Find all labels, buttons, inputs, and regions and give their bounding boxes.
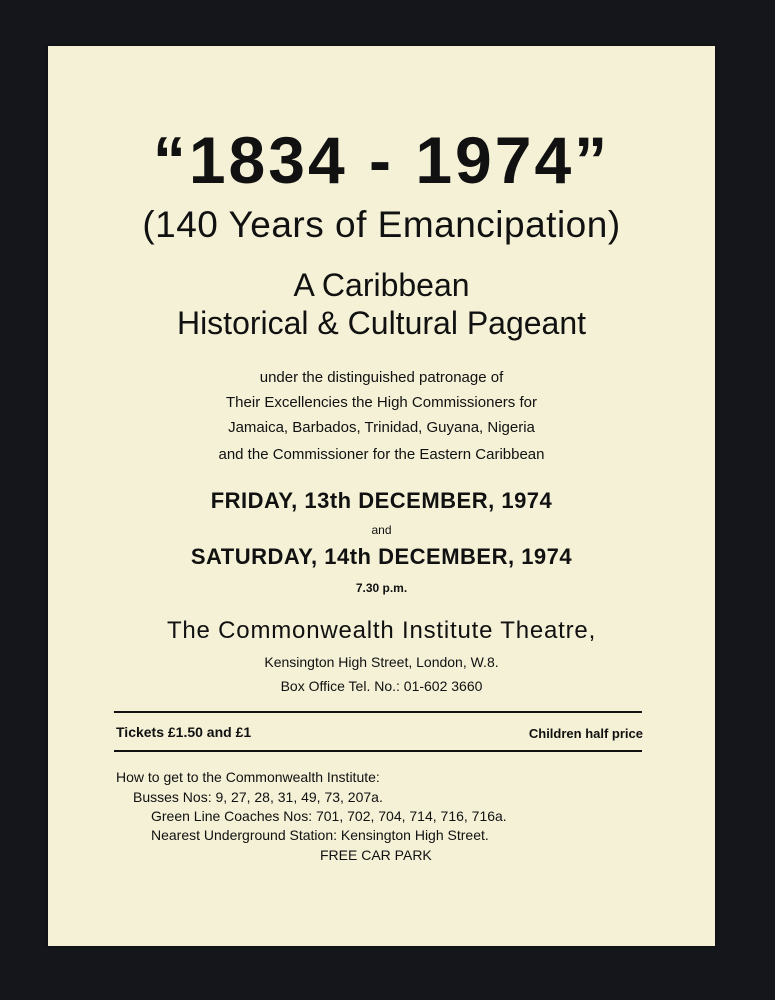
patronage-line: Their Excellencies the High Commissioners for xyxy=(226,394,537,411)
date-conjunction: and xyxy=(371,523,392,537)
children-price-note: Children half price xyxy=(528,726,643,741)
directions-underground: Nearest Underground Station: Kensington High Street. xyxy=(151,827,489,843)
patronage-line: and the Commissioner for the Eastern Caribbean xyxy=(218,446,545,463)
divider-bottom xyxy=(114,750,642,752)
poster-years-title: “1834 - 1974” xyxy=(152,123,611,197)
event-date-saturday: SATURDAY, 14th DECEMBER, 1974 xyxy=(190,544,573,569)
event-time: 7.30 p.m. xyxy=(355,581,408,595)
venue-address: Kensington High Street, London, W.8. xyxy=(264,654,499,670)
pageant-title-line2: Historical & Cultural Pageant xyxy=(176,305,587,341)
venue-name: The Commonwealth Institute Theatre, xyxy=(166,617,597,644)
poster-sheet xyxy=(48,46,715,946)
directions-busses: Busses Nos: 9, 27, 28, 31, 49, 73, 207a. xyxy=(133,789,383,805)
free-car-park: FREE CAR PARK xyxy=(320,847,432,863)
patronage-line: under the distinguished patronage of xyxy=(259,369,504,386)
directions-coaches: Green Line Coaches Nos: 701, 702, 704, 714, 716, 716a. xyxy=(151,808,507,824)
event-date-friday: FRIDAY, 13th DECEMBER, 1974 xyxy=(210,488,553,513)
directions-heading: How to get to the Commonwealth Institute: xyxy=(116,769,380,785)
patronage-line: Jamaica, Barbados, Trinidad, Guyana, Nigeria xyxy=(228,419,535,436)
box-office-phone: Box Office Tel. No.: 01-602 3660 xyxy=(280,678,483,694)
ticket-prices: Tickets £1.50 and £1 xyxy=(116,724,252,740)
divider-top xyxy=(114,711,642,713)
poster-subtitle: (140 Years of Emancipation) xyxy=(142,204,621,245)
pageant-title-line1: A Caribbean xyxy=(293,267,470,303)
